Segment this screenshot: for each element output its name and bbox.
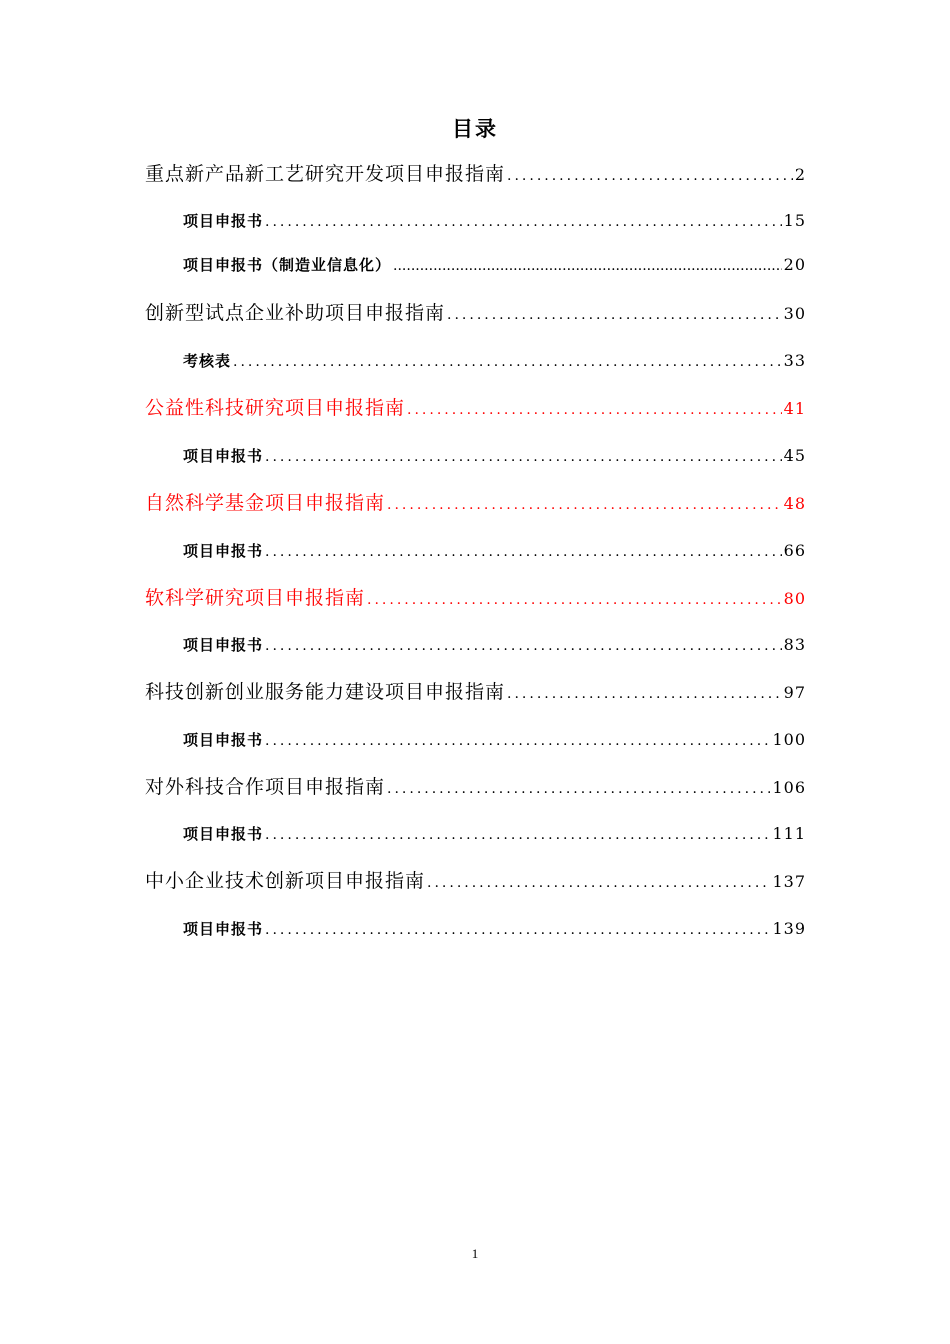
toc-leader-dots bbox=[265, 823, 770, 846]
toc-entry-page: 41 bbox=[783, 399, 806, 418]
toc-subentry[interactable] bbox=[183, 349, 806, 373]
toc-leader-dots bbox=[507, 162, 793, 188]
toc-entry-label: 项目申报书 bbox=[183, 825, 264, 843]
toc-entry-page: 66 bbox=[783, 541, 806, 560]
toc-entry-page: 139 bbox=[772, 919, 806, 938]
toc-entry-page: 137 bbox=[772, 872, 806, 891]
toc-entry-label: 项目申报书 bbox=[183, 731, 264, 749]
toc-entry-page: 106 bbox=[772, 778, 806, 797]
toc-subentry[interactable] bbox=[183, 209, 806, 233]
toc-entry[interactable] bbox=[145, 584, 806, 612]
toc-subentry[interactable] bbox=[183, 728, 806, 752]
toc-entry-label: 中小企业技术创新项目申报指南 bbox=[145, 870, 426, 892]
toc-entry-label: 项目申报书 bbox=[183, 212, 264, 230]
toc-entry-page: 111 bbox=[772, 824, 806, 843]
toc-entry[interactable] bbox=[145, 678, 806, 706]
toc-entry-label: 软科学研究项目申报指南 bbox=[145, 587, 366, 609]
toc-entry-page: 80 bbox=[783, 589, 806, 608]
toc-entry-label: 重点新产品新工艺研究开发项目申报指南 bbox=[145, 163, 506, 185]
toc-subentry[interactable] bbox=[183, 444, 806, 468]
toc-subentry[interactable] bbox=[183, 539, 806, 563]
toc-entry-page: 2 bbox=[794, 165, 806, 184]
toc-leader-dots bbox=[427, 869, 770, 895]
toc-leader-dots bbox=[367, 586, 782, 612]
toc-leader-dots bbox=[407, 396, 782, 422]
toc-entry-label: 考核表 bbox=[183, 352, 232, 370]
toc-entry-label: 项目申报书 bbox=[183, 636, 264, 654]
toc-entry-page: 20 bbox=[783, 255, 806, 274]
toc-entry-label: 项目申报书 bbox=[183, 920, 264, 938]
toc-entry-page: 45 bbox=[783, 446, 806, 465]
toc-entry-page: 83 bbox=[783, 635, 806, 654]
toc-entry[interactable] bbox=[145, 160, 806, 188]
toc-title: 目录 bbox=[452, 117, 498, 141]
toc-entry[interactable] bbox=[145, 773, 806, 801]
toc-entry-label: 项目申报书（制造业信息化） bbox=[183, 256, 392, 274]
toc-entry-label: 公益性科技研究项目申报指南 bbox=[145, 397, 406, 419]
toc-entry[interactable] bbox=[145, 394, 806, 422]
toc-subentry[interactable] bbox=[183, 253, 806, 277]
toc-entry-page: 97 bbox=[783, 683, 806, 702]
toc-subentry[interactable] bbox=[183, 633, 806, 657]
toc-leader-dots bbox=[265, 918, 770, 941]
toc-leader-dots bbox=[507, 680, 782, 706]
toc-entry-label: 创新型试点企业补助项目申报指南 bbox=[145, 302, 446, 324]
toc-subentry[interactable] bbox=[183, 917, 806, 941]
toc-leader-dots bbox=[265, 210, 782, 233]
toc-entry-page: 48 bbox=[783, 494, 806, 513]
toc-entry-label: 自然科学基金项目申报指南 bbox=[145, 492, 386, 514]
toc-subentry[interactable] bbox=[183, 822, 806, 846]
toc-entry[interactable] bbox=[145, 867, 806, 895]
toc-leader-dots bbox=[265, 729, 770, 752]
toc-leader-dots bbox=[265, 634, 782, 657]
toc-entry-page: 33 bbox=[783, 351, 806, 370]
toc-entry[interactable] bbox=[145, 299, 806, 327]
toc-leader-dots bbox=[393, 254, 782, 277]
toc-leader-dots bbox=[265, 445, 782, 468]
toc-leader-dots bbox=[447, 301, 782, 327]
toc-entry-page: 100 bbox=[772, 730, 806, 749]
toc-entry-page: 15 bbox=[783, 211, 806, 230]
toc-entry-label: 对外科技合作项目申报指南 bbox=[145, 776, 386, 798]
toc-entry-label: 项目申报书 bbox=[183, 447, 264, 465]
toc-leader-dots bbox=[265, 540, 782, 563]
toc-entry-label: 科技创新创业服务能力建设项目申报指南 bbox=[145, 681, 506, 703]
toc-entry-page: 30 bbox=[783, 304, 806, 323]
toc-leader-dots bbox=[387, 775, 770, 801]
toc-leader-dots bbox=[387, 491, 782, 517]
page-number: 1 bbox=[471, 1246, 479, 1261]
toc-entry-label: 项目申报书 bbox=[183, 542, 264, 560]
toc-leader-dots bbox=[233, 350, 782, 373]
toc-entry[interactable] bbox=[145, 489, 806, 517]
